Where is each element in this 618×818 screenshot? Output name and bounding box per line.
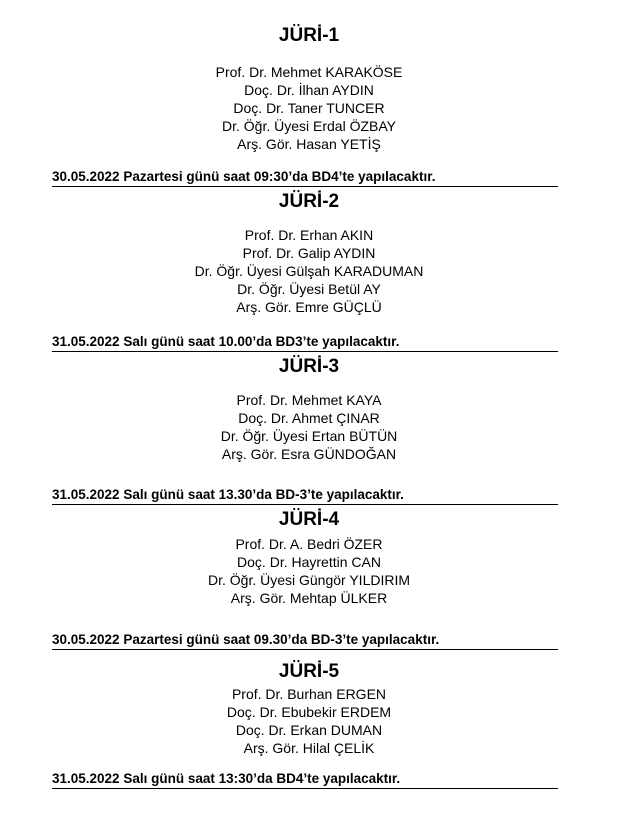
jury-member: Dr. Öğr. Üyesi Betül AY bbox=[237, 281, 381, 297]
jury-member: Arş. Gör. Hasan YETİŞ bbox=[237, 136, 381, 152]
jury-2-title: JÜRİ-2 bbox=[278, 191, 340, 212]
jury-4-title: JÜRİ-4 bbox=[278, 509, 340, 530]
jury-3-title: JÜRİ-3 bbox=[278, 356, 340, 377]
jury-2-schedule: 31.05.2022 Salı günü saat 10.00’da BD3’te yapılacaktır. bbox=[52, 334, 558, 352]
jury-1-members bbox=[0, 63, 618, 153]
jury-1-schedule: 30.05.2022 Pazartesi günü saat 09:30’da BD4’te yapılacaktır. bbox=[52, 169, 558, 187]
jury-member: Doç. Dr. Erkan DUMAN bbox=[235, 722, 383, 738]
jury-4-members bbox=[0, 535, 618, 607]
jury-2-members bbox=[0, 226, 618, 316]
jury-member: Prof. Dr. Mehmet KARAKÖSE bbox=[215, 64, 403, 80]
jury-member: Prof. Dr. A. Bedri ÖZER bbox=[235, 536, 383, 552]
jury-member: Dr. Öğr. Üyesi Ertan BÜTÜN bbox=[220, 428, 398, 444]
jury-member: Prof. Dr. Galip AYDIN bbox=[242, 245, 376, 261]
jury-member: Doç. Dr. İlhan AYDIN bbox=[244, 82, 374, 98]
jury-member: Doç. Dr. Taner TUNCER bbox=[233, 100, 385, 116]
jury-member: Arş. Gör. Mehtap ÜLKER bbox=[230, 590, 388, 606]
jury-member: Arş. Gör. Esra GÜNDOĞAN bbox=[221, 446, 397, 462]
jury-5-title: JÜRİ-5 bbox=[278, 661, 340, 682]
jury-1-title: JÜRİ-1 bbox=[278, 25, 340, 46]
jury-5-schedule: 31.05.2022 Salı günü saat 13:30’da BD4’te yapılacaktır. bbox=[52, 771, 558, 789]
jury-3-members bbox=[0, 391, 618, 463]
jury-member: Doç. Dr. Ahmet ÇINAR bbox=[238, 410, 380, 426]
jury-5-members bbox=[0, 685, 618, 757]
jury-member: Dr. Öğr. Üyesi Gülşah KARADUMAN bbox=[194, 263, 424, 279]
jury-3-schedule: 31.05.2022 Salı günü saat 13.30’da BD-3’te yapılacaktır. bbox=[52, 487, 558, 505]
jury-member: Prof. Dr. Mehmet KAYA bbox=[236, 392, 382, 408]
jury-member: Arş. Gör. Emre GÜÇLÜ bbox=[236, 299, 382, 315]
jury-member: Doç. Dr. Hayrettin CAN bbox=[237, 554, 381, 570]
jury-member: Doç. Dr. Ebubekir ERDEM bbox=[226, 704, 392, 720]
jury-member: Prof. Dr. Burhan ERGEN bbox=[231, 686, 387, 702]
jury-4-schedule: 30.05.2022 Pazartesi günü saat 09.30’da BD-3’te yapılacaktır. bbox=[52, 632, 558, 650]
jury-member: Dr. Öğr. Üyesi Erdal ÖZBAY bbox=[221, 118, 396, 134]
jury-member: Prof. Dr. Erhan AKIN bbox=[244, 227, 374, 243]
jury-member: Arş. Gör. Hilal ÇELİK bbox=[243, 740, 375, 756]
jury-member: Dr. Öğr. Üyesi Güngör YILDIRIM bbox=[207, 572, 411, 588]
